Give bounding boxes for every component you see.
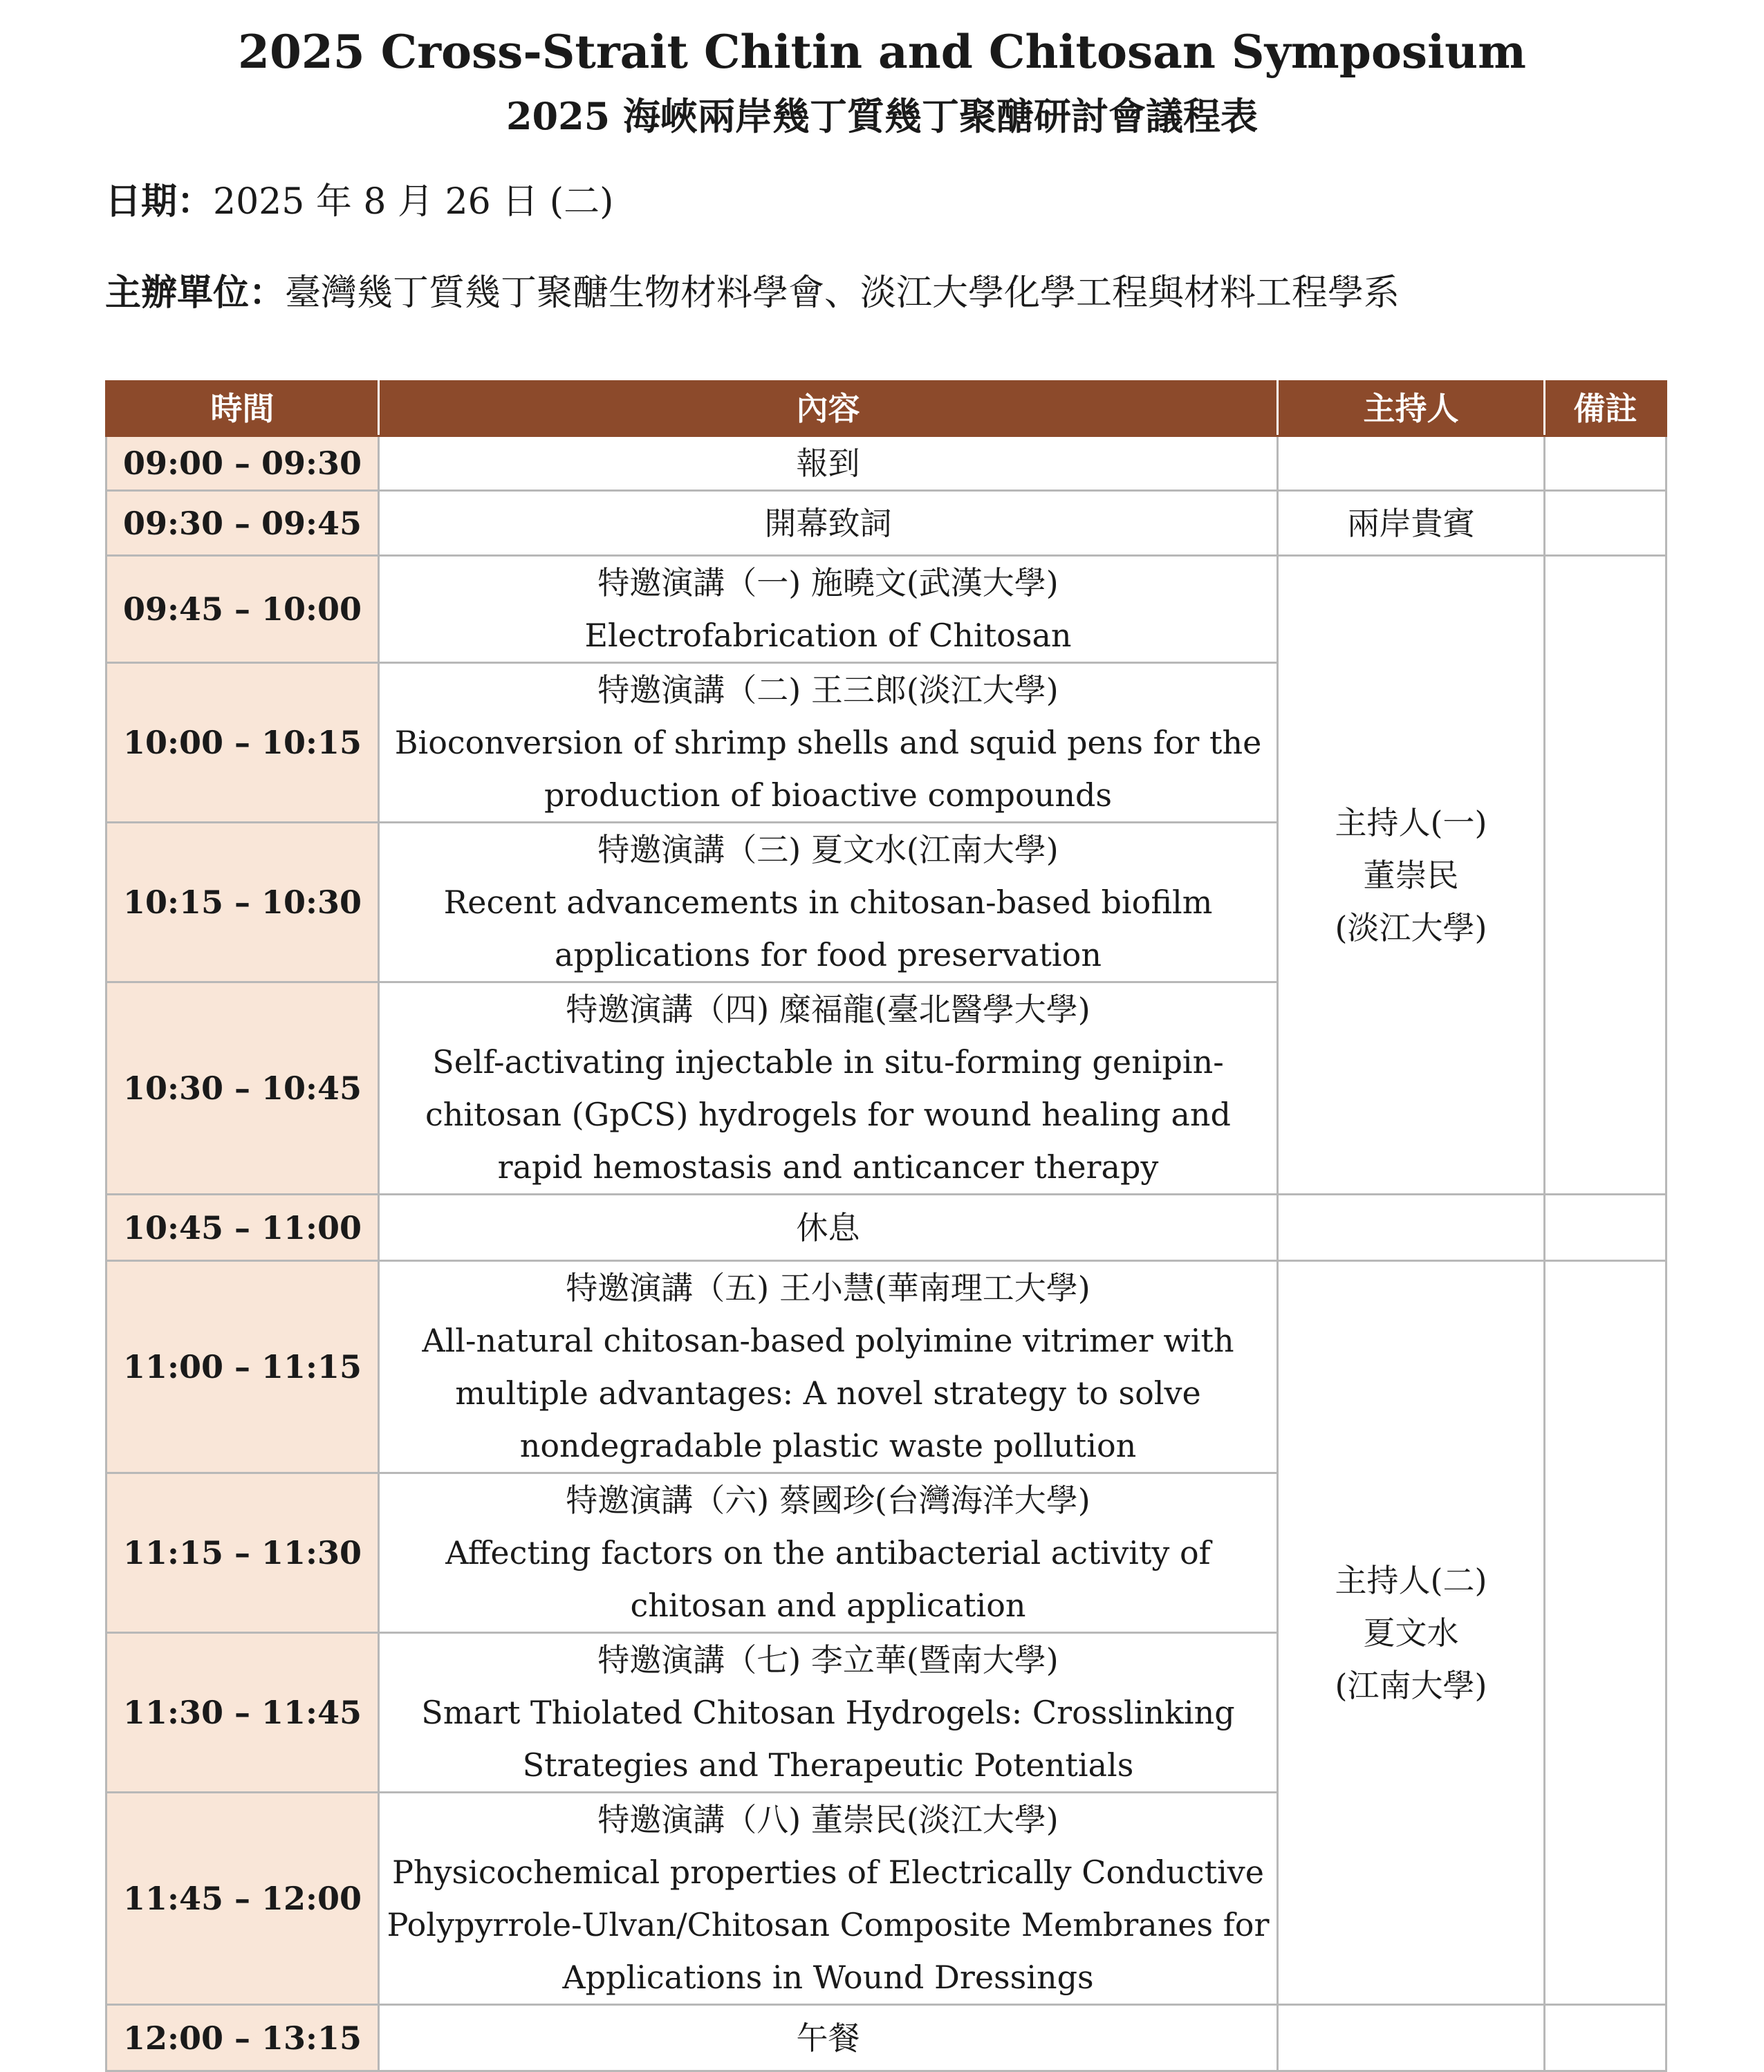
organizer-value: 臺灣幾丁質幾丁聚醣生物材料學會、淡江大學化學工程與材料工程學系 (285, 272, 1400, 314)
time-cell: 10:00 – 10:15 (106, 663, 379, 823)
content-cell: 休息 (379, 1195, 1278, 1261)
talk-title: Recent advancements in chitosan-based biofilm applications for food preservation (443, 884, 1213, 973)
talk-title: Bioconversion of shrimp shells and squid pens for the production of bioactive compounds (394, 724, 1262, 814)
column-header-host: 主持人 (1278, 382, 1545, 436)
time-cell: 09:00 – 09:30 (106, 436, 379, 491)
speaker-line: 特邀演講（四) 糜福龍(臺北醫學大學) (566, 991, 1090, 1028)
host-cell-session-2 (1278, 1261, 1545, 2005)
host-cell (1278, 1195, 1545, 1261)
host-name: 夏文水 (1363, 1614, 1459, 1652)
speaker-line: 特邀演講（五) 王小慧(華南理工大學) (566, 1269, 1090, 1307)
note-cell-session-1 (1545, 556, 1666, 1195)
time-cell: 11:30 – 11:45 (106, 1633, 379, 1793)
time-cell: 12:00 – 13:15 (106, 2005, 379, 2071)
talk-title: Physicochemical properties of Electrically Conductive Polypyrrole-Ulvan/Chitosan Composite Membranes for Applications in Wound Dressings (387, 1854, 1270, 1996)
talk-title: Smart Thiolated Chitosan Hydrogels: Crosslinking Strategies and Therapeutic Potentials (421, 1694, 1235, 1784)
content-cell (379, 1473, 1278, 1633)
date-value: 2025 年 8 月 26 日 (二) (213, 181, 614, 223)
table-row (106, 436, 1666, 491)
table-row (106, 1195, 1666, 1261)
page-title-english: 2025 Cross-Strait Chitin and Chitosan Symposium (238, 25, 1526, 79)
content-cell (379, 1261, 1278, 1473)
talk-title: Affecting factors on the antibacterial activity of chitosan and application (445, 1534, 1211, 1624)
table-row (106, 491, 1666, 556)
column-header-time: 時間 (106, 382, 379, 436)
host-affiliation: (江南大學) (1335, 1666, 1487, 1704)
column-header-note: 備註 (1545, 382, 1666, 436)
speaker-line: 特邀演講（二) 王三郎(淡江大學) (597, 671, 1059, 709)
table-row (106, 556, 1666, 663)
talk-title: All-natural chitosan-based polyimine vitrimer with multiple advantages: A novel strategy to solve nondegradable plastic waste pollution (422, 1322, 1234, 1464)
host-role: 主持人(一) (1335, 803, 1487, 841)
host-cell (1278, 436, 1545, 491)
speaker-line: 特邀演講（三) 夏文水(江南大學) (597, 831, 1059, 868)
agenda-table (105, 380, 1667, 2072)
content-cell: 報到 (379, 436, 1278, 491)
content-cell (379, 982, 1278, 1195)
table-row (106, 1261, 1666, 1473)
table-row (106, 2005, 1666, 2071)
content-cell: 午餐 (379, 2005, 1278, 2071)
speaker-line: 特邀演講（六) 蔡國珍(台灣海洋大學) (566, 1482, 1090, 1519)
note-cell (1545, 1195, 1666, 1261)
note-cell (1545, 436, 1666, 491)
time-cell: 09:30 – 09:45 (106, 491, 379, 556)
host-role: 主持人(二) (1335, 1561, 1487, 1599)
time-cell: 10:15 – 10:30 (106, 823, 379, 982)
host-cell-session-1 (1278, 556, 1545, 1195)
event-organizer (105, 265, 1400, 321)
note-cell (1545, 491, 1666, 556)
host-name: 董崇民 (1363, 856, 1459, 894)
event-date (105, 174, 613, 230)
time-cell: 11:45 – 12:00 (106, 1793, 379, 2005)
content-cell (379, 1793, 1278, 2005)
content-cell (379, 823, 1278, 982)
host-cell (1278, 2005, 1545, 2071)
content-cell (379, 1633, 1278, 1793)
speaker-line: 特邀演講（八) 董崇民(淡江大學) (597, 1801, 1059, 1838)
time-cell: 10:45 – 11:00 (106, 1195, 379, 1261)
page-title-chinese: 2025 海峽兩岸幾丁質幾丁聚醣研討會議程表 (505, 94, 1259, 138)
content-cell (379, 663, 1278, 823)
speaker-line: 特邀演講（七) 李立華(暨南大學) (597, 1641, 1059, 1679)
time-cell: 11:15 – 11:30 (106, 1473, 379, 1633)
speaker-line: 特邀演講（一) 施曉文(武漢大學) (597, 564, 1059, 601)
time-cell: 10:30 – 10:45 (106, 982, 379, 1195)
host-affiliation: (淡江大學) (1335, 908, 1487, 946)
organizer-label: 主辦單位： (105, 272, 286, 314)
time-cell: 09:45 – 10:00 (106, 556, 379, 663)
column-header-content: 內容 (379, 382, 1278, 436)
date-label: 日期： (105, 180, 214, 223)
time-cell: 11:00 – 11:15 (106, 1261, 379, 1473)
talk-title: Electrofabrication of Chitosan (584, 617, 1072, 654)
note-cell (1545, 2005, 1666, 2071)
table-header-row (106, 382, 1666, 436)
content-cell: 開幕致詞 (379, 491, 1278, 556)
note-cell-session-2 (1545, 1261, 1666, 2005)
talk-title: Self-activating injectable in situ-forming genipin-chitosan (GpCS) hydrogels for wound healing and rapid hemostasis and anticancer therapy (425, 1043, 1231, 1186)
host-cell: 兩岸貴賓 (1278, 491, 1545, 556)
content-cell (379, 556, 1278, 663)
